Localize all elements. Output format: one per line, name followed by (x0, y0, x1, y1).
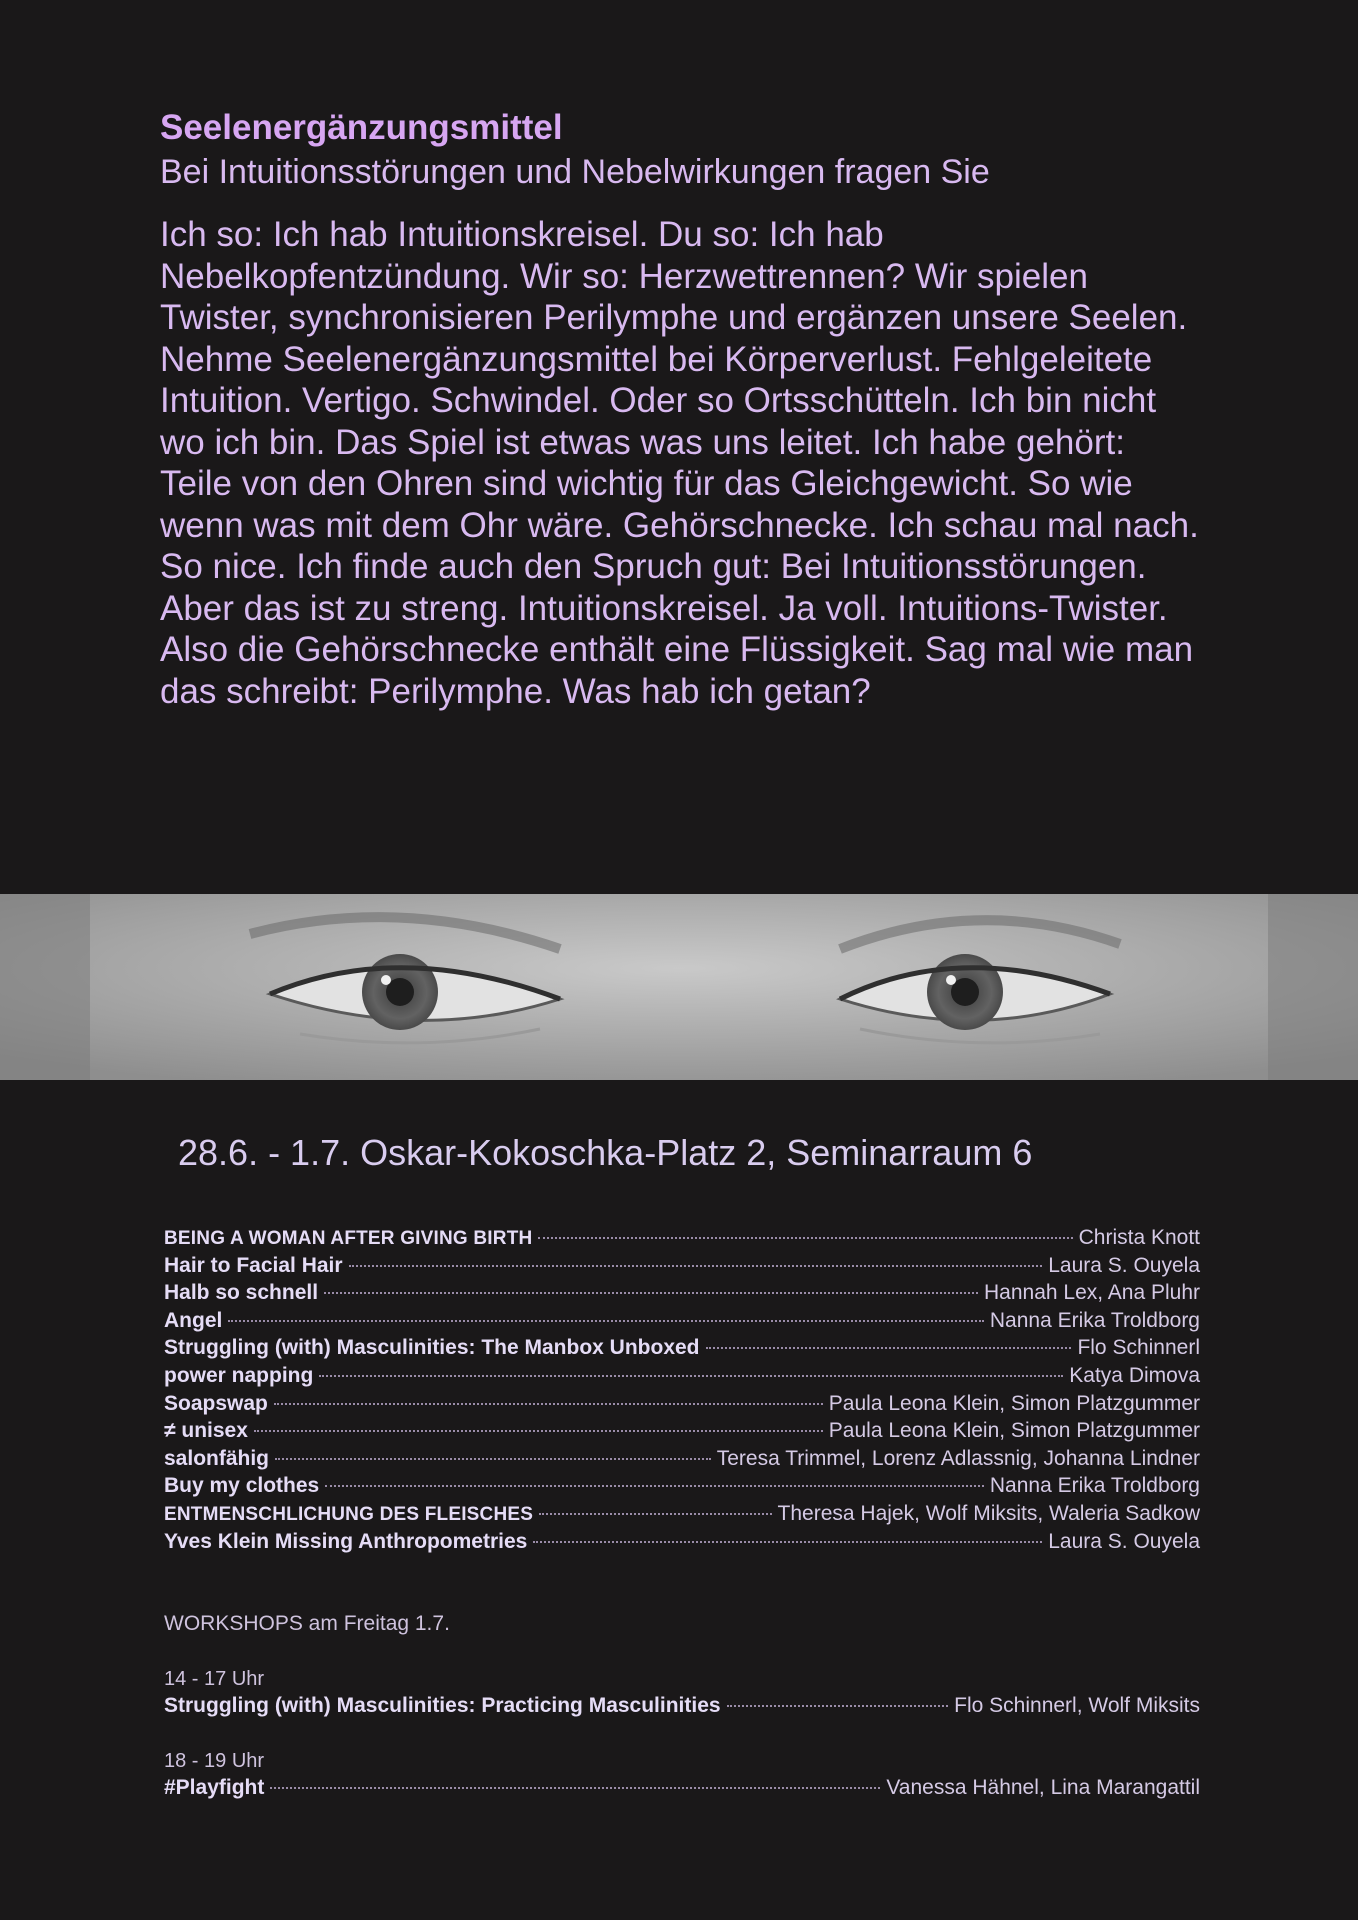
program-title: salonfähig (164, 1446, 270, 1470)
dot-leader (275, 1458, 711, 1460)
program-title: Soapswap (164, 1391, 268, 1415)
program-row (164, 1226, 1200, 1254)
program-title: Buy my clothes (164, 1474, 320, 1498)
program-row (164, 1281, 1200, 1309)
program-title: Yves Klein Missing Anthropometries (164, 1529, 528, 1553)
dot-leader (228, 1320, 984, 1322)
program-row (164, 1447, 1200, 1475)
eyes-illustration (0, 894, 1358, 1080)
program-row (164, 1502, 1200, 1530)
program-row (164, 1336, 1200, 1364)
program-title: power napping (164, 1363, 314, 1387)
dot-leader (706, 1347, 1072, 1349)
workshop-people: Flo Schinnerl, Wolf Miksits (954, 1694, 1200, 1717)
program-title: Angel (164, 1308, 223, 1332)
intro-body: Ich so: Ich hab Intuitionskreisel. Du so: Ich hab Nebelkopfentzündung. Wir so: Herzwettrennen? Wir spielen Twister, synchronisieren Perilymphe und ergänzen unsere Seelen. Nehme Seelenergänzungsmittel bei Körperverlust. Fehlgeleitete Intuition. Vertigo. Schwindel. Oder so Ortsschütteln. Ich bin nicht wo ich bin. Das Spiel ist etwas was uns leitet. Ich habe gehört: Teile von den Ohren sind wichtig für das Gleichgewicht. So wie wenn was mit dem Ohr wäre. Gehörschnecke. Ich schau mal nach. So nice. Ich finde auch den Spruch gut: Bei Intuitionsstörungen. Aber das ist zu streng. Intuitionskreisel. Ja voll. Intuitions-Twister. Also die Gehörschnecke enthält eine Flüssigkeit. Sag mal wie man das schreibt: Perilymphe. Was hab ich getan? (160, 215, 1199, 711)
program-people: Nanna Erika Troldborg (989, 1308, 1200, 1332)
dot-leader (274, 1403, 823, 1405)
intro-section (160, 108, 1220, 712)
workshop-title: #Playfight (164, 1776, 265, 1799)
program-row (164, 1309, 1200, 1337)
program-row (164, 1474, 1200, 1502)
program-people: Nanna Erika Troldborg (989, 1474, 1200, 1498)
program-title: Halb so schnell (164, 1281, 319, 1305)
workshop-item (164, 1668, 1200, 1722)
dot-leader (349, 1265, 1043, 1267)
program-people: Hannah Lex, Ana Pluhr (984, 1281, 1200, 1305)
program-people: Christa Knott (1078, 1226, 1200, 1249)
program-row (164, 1419, 1200, 1447)
program-row (164, 1254, 1200, 1282)
program-row (164, 1392, 1200, 1420)
subline: Bei Intuitionsstörungen und Nebelwirkungen fragen Sie (160, 153, 990, 191)
workshop-item (164, 1750, 1200, 1804)
workshop-time: 14 - 17 Uhr (164, 1668, 265, 1690)
program-title: Hair to Facial Hair (164, 1253, 343, 1277)
workshop-title: Struggling (with) Masculinities: Practicing Masculinities (164, 1694, 721, 1717)
dot-leader (727, 1705, 949, 1707)
program-people: Paula Leona Klein, Simon Platzgummer (828, 1391, 1200, 1415)
dot-leader (270, 1787, 880, 1789)
workshops-heading: WORKSHOPS am Freitag 1.7. (164, 1612, 450, 1635)
dot-leader (539, 1513, 771, 1515)
dot-leader (324, 1292, 978, 1294)
program-people: Paula Leona Klein, Simon Platzgummer (828, 1419, 1200, 1443)
program-people: Katya Dimova (1069, 1363, 1200, 1387)
workshop-row (164, 1776, 1200, 1804)
eyes-photo-band (0, 894, 1358, 1080)
program-people: Laura S. Ouyela (1048, 1529, 1200, 1553)
dot-leader (533, 1541, 1042, 1543)
dot-leader (325, 1485, 984, 1487)
workshop-people: Vanessa Hähnel, Lina Marangattil (886, 1776, 1200, 1799)
workshop-row (164, 1694, 1200, 1722)
event-dates-location: 28.6. - 1.7. Oskar-Kokoschka-Platz 2, Seminarraum 6 (178, 1132, 1033, 1173)
headline: Seelenergänzungsmittel (160, 108, 563, 147)
program-row (164, 1364, 1200, 1392)
workshop-time: 18 - 19 Uhr (164, 1750, 265, 1772)
dot-leader (538, 1237, 1072, 1239)
program-title: BEING A WOMAN AFTER GIVING BIRTH (164, 1228, 533, 1249)
program-people: Teresa Trimmel, Lorenz Adlassnig, Johanna Lindner (716, 1446, 1200, 1470)
program-title: Struggling (with) Masculinities: The Manbox Unboxed (164, 1336, 700, 1360)
program-title: ENTMENSCHLICHUNG DES FLEISCHES (164, 1503, 534, 1525)
program-list (164, 1226, 1200, 1557)
dot-leader (254, 1430, 823, 1432)
program-title: ≠ unisex (164, 1419, 248, 1443)
program-people: Flo Schinnerl (1077, 1336, 1200, 1360)
program-row (164, 1530, 1200, 1558)
program-people: Laura S. Ouyela (1048, 1253, 1200, 1277)
dot-leader (319, 1375, 1063, 1377)
program-people: Theresa Hajek, Wolf Miksits, Waleria Sadkow (777, 1501, 1200, 1525)
